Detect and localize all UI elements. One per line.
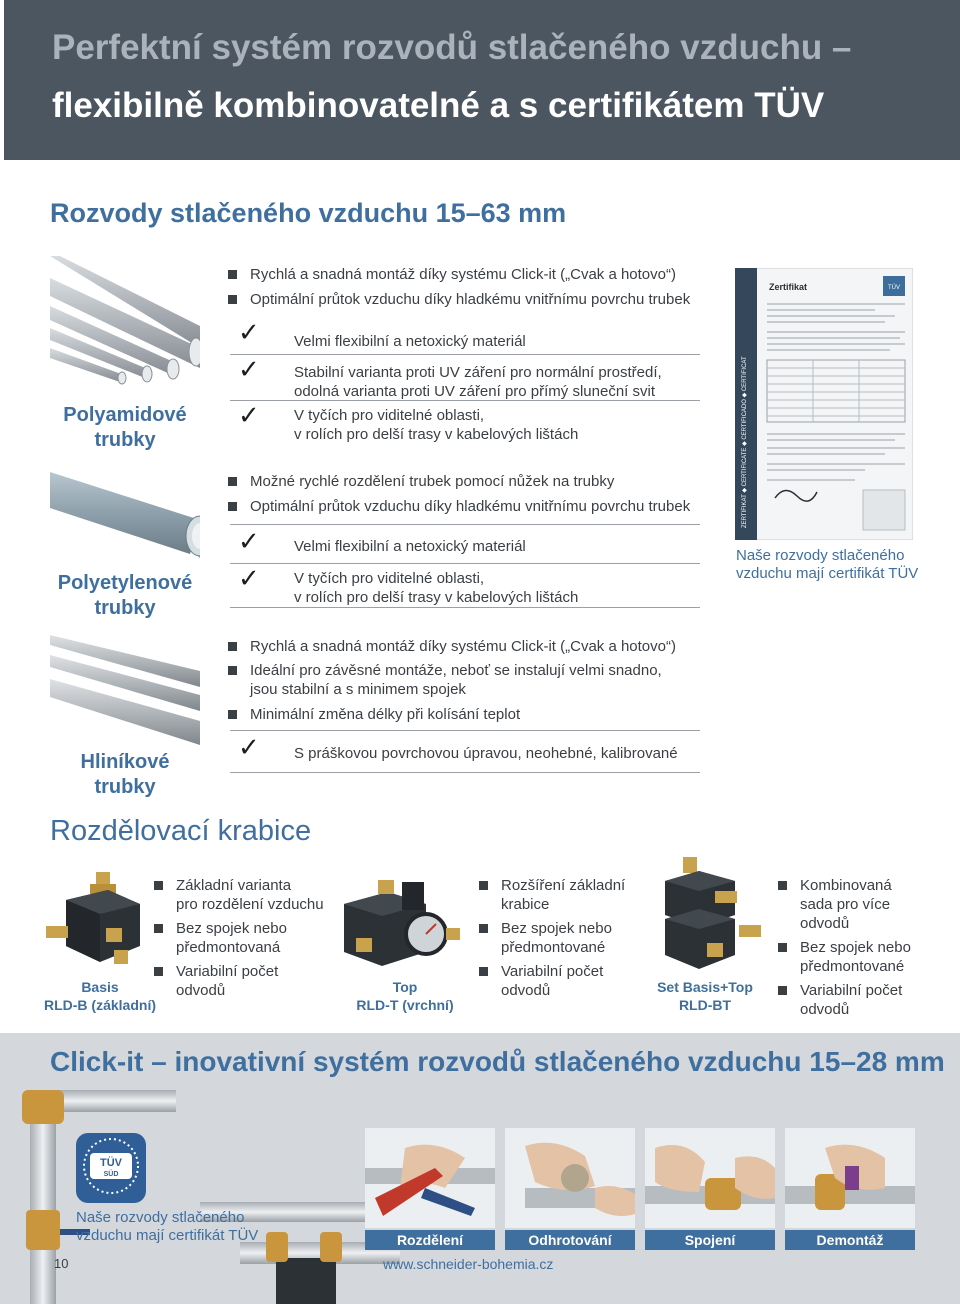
step-label-dismantling: Demontáž — [785, 1230, 915, 1250]
basis-bullet-2: Bez spojek nebo předmontovaná — [154, 919, 287, 957]
polyethylene-bullet-1: Možné rychlé rozdělení trubek pomocí nůžek na trubky — [228, 472, 614, 491]
svg-text:Zertifikat: Zertifikat — [769, 282, 808, 292]
joining-photo — [645, 1128, 775, 1228]
certificate-caption: Naše rozvody stlačeného vzduchu mají certifikát TÜV — [736, 547, 919, 582]
step-label-joining: Spojení — [645, 1230, 775, 1250]
set-bullet-1: Kombinovaná sada pro více odvodů — [778, 876, 892, 933]
checkmark-icon: ✓ — [238, 355, 260, 385]
svg-text:TÜV: TÜV — [100, 1157, 122, 1169]
cutting-photo — [365, 1128, 495, 1228]
deburring-photo — [505, 1128, 635, 1228]
polyamide-check-row: ✓ Stabilní varianta proti UV záření pro normální prostředí, odolná varianta proti UV záření pro přímý sluneční svit — [230, 357, 700, 401]
dismantling-photo — [785, 1128, 915, 1228]
top-box-caption: Top RLD-T (vrchní) — [356, 979, 454, 1013]
set-box-caption: Set Basis+Top RLD-BT — [657, 979, 753, 1013]
polyamide-bullet-2: Optimální průtok vzduchu díky hladkému vnitřnímu povrchu trubek — [228, 290, 690, 309]
page-number: 10 — [54, 1256, 69, 1271]
tuv-certificate-image — [735, 268, 913, 540]
basis-box-image — [44, 870, 152, 972]
top-box-image — [342, 878, 462, 978]
website-url[interactable]: www.schneider-bohemia.cz — [383, 1256, 554, 1272]
tuv-sud-logo — [76, 1133, 146, 1203]
tuv-caption: Naše rozvody stlačeného vzduchu mají certifikát TÜV — [76, 1209, 259, 1244]
svg-text:SÜD: SÜD — [103, 1171, 119, 1178]
polyamide-label: Polyamidové trubky — [63, 404, 187, 451]
polyethylene-bullet-2: Optimální průtok vzduchu díky hladkému vnitřnímu povrchu trubek — [228, 497, 690, 516]
checkmark-icon: ✓ — [238, 564, 260, 594]
set-box-image — [655, 855, 765, 975]
step-label-deburring: Odhrotování — [505, 1230, 635, 1250]
aluminium-bullet-3: Minimální změna délky při kolísání teplot — [228, 705, 520, 724]
aluminium-bullet-1: Rychlá a snadná montáž díky systému Click-it („Cvak a hotovo“) — [228, 637, 676, 656]
cert-side-text: ZERTIFIKAT ◆ CERTIFICATE ◆ CERTIFICADO ◆ CERTIFICAT — [742, 356, 748, 528]
checkmark-icon: ✓ — [238, 318, 260, 348]
polyethylene-label: Polyetylenové trubky — [57, 572, 193, 619]
top-bullet-1: Rozšíření základní krabice — [479, 876, 625, 914]
section-title-pipes: Rozvody stlačeného vzduchu 15–63 mm — [50, 198, 567, 228]
aluminium-label: Hliníkové trubky — [80, 751, 170, 798]
aluminium-pipes-image — [50, 635, 200, 745]
clickit-title: Click-it – inovativní systém rozvodů stlačeného vzduchu 15–28 mm — [50, 1046, 945, 1077]
polyamide-check-row: ✓ V tyčích pro viditelné oblasti, v rolích pro delší trasy v kabelových lištách — [238, 401, 579, 443]
aluminium-check-row: ✓ S práškovou povrchovou úpravou, neohebné, kalibrované — [230, 730, 700, 773]
set-bullet-3: Variabilní počet odvodů — [778, 981, 902, 1019]
polyethylene-pipe-image — [50, 470, 200, 560]
page-header — [4, 0, 960, 160]
checkmark-icon: ✓ — [238, 401, 260, 431]
svg-text:TÜV: TÜV — [888, 285, 900, 291]
checkmark-icon: ✓ — [238, 733, 260, 763]
checkmark-icon: ✓ — [238, 527, 260, 557]
top-bullet-3: Variabilní počet odvodů — [479, 962, 603, 1000]
polyethylene-check-row: ✓ Velmi flexibilní a netoxický materiál — [230, 524, 700, 564]
header-title-line1: Perfektní systém rozvodů stlačeného vzduchu – — [52, 28, 852, 67]
aluminium-bullet-2: Ideální pro závěsné montáže, neboť se instalují velmi snadno, jsou stabilní a s minimem spojek — [228, 661, 662, 699]
top-bullet-2: Bez spojek nebo předmontované — [479, 919, 612, 957]
basis-box-caption: Basis RLD-B (základní) — [44, 979, 156, 1013]
set-bullet-2: Bez spojek nebo předmontované — [778, 938, 911, 976]
basis-bullet-1: Základní varianta pro rozdělení vzduchu — [154, 876, 324, 914]
polyethylene-check-row: ✓ V tyčích pro viditelné oblasti, v rolích pro delší trasy v kabelových lištách — [230, 566, 700, 608]
polyamide-pipes-image — [50, 256, 200, 391]
step-label-cutting: Rozdělení — [365, 1230, 495, 1250]
header-title-line2: flexibilně kombinovatelné a s certifikátem TÜV — [52, 86, 825, 125]
basis-bullet-3: Variabilní počet odvodů — [154, 962, 278, 1000]
section-title-boxes: Rozdělovací krabice — [50, 815, 312, 847]
polyamide-bullet-1: Rychlá a snadná montáž díky systému Click-it („Cvak a hotovo“) — [228, 265, 676, 284]
polyamide-check-row: ✓ Velmi flexibilní a netoxický materiál — [230, 320, 700, 355]
